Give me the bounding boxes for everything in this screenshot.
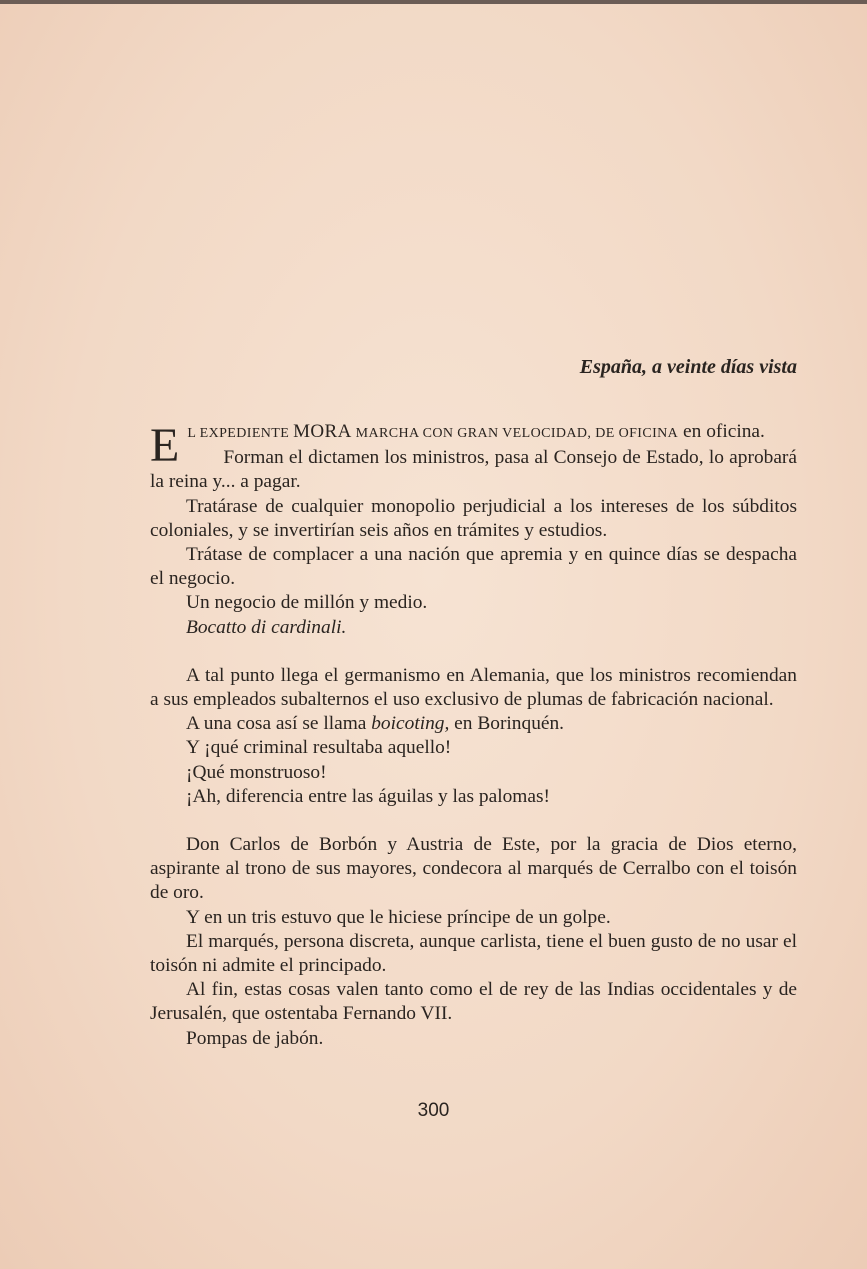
- paragraph: ¡Ah, diferencia entre las águilas y las palomas!: [186, 785, 550, 807]
- paragraph: Forman el dictamen los ministros, pasa al Consejo de Estado, lo aprobará la reina y... a pagar.: [150, 447, 797, 493]
- body-text: [150, 420, 797, 1051]
- drop-cap: E: [150, 419, 180, 472]
- paragraph: A tal punto llega el germanismo en Alemania, que los ministros recomiendan a sus empleados subalternos el uso exclusivo de plumas de fabricación nacional.: [150, 664, 797, 711]
- page-top-edge: [0, 0, 867, 4]
- italic-paragraph: Bocatto di cardinali.: [186, 616, 347, 638]
- opening-rest: en oficina.: [683, 421, 765, 442]
- paragraph: Al fin, estas cosas valen tanto como el de rey de las Indias occidentales y de Jerusalén, que ostentaba Fernando VII.: [150, 979, 797, 1025]
- paragraph: Pompas de jabón.: [186, 1027, 324, 1049]
- paragraph: El marqués, persona discreta, aunque carlista, tiene el buen gusto de no usar el toisón ni admite el principado.: [150, 930, 797, 977]
- paragraph: Y ¡qué criminal resultaba aquello!: [186, 737, 452, 759]
- paragraph: A una cosa así se llama boicoting, en Borinquén.: [186, 713, 565, 735]
- paragraph: Un negocio de millón y medio.: [186, 592, 428, 614]
- paragraph: Tratárase de cualquier monopolio perjudicial a los intereses de los súbditos coloniales, y se invertirían seis años en trámites y estudios.: [150, 495, 797, 541]
- opening-smallcaps: L EXPEDIENTE MORA MARCHA CON GRAN VELOCIDAD, DE OFICINA: [187, 421, 679, 442]
- section-gap: [150, 640, 797, 664]
- paragraph: ¡Qué monstruoso!: [186, 761, 327, 783]
- paragraph: Trátase de complacer a una nación que apremia y en quince días se despacha el negocio.: [150, 544, 797, 590]
- running-head: España, a veinte días vista: [579, 356, 797, 378]
- italic-word: boicoting,: [371, 713, 450, 735]
- paragraph: Don Carlos de Borbón y Austria de Este, por la gracia de Dios eterno, aspirante al trono de sus mayores, condecora al marqués de Cerralbo con el toisón de oro.: [150, 834, 797, 904]
- section-gap: [150, 809, 797, 833]
- page-number: 300: [417, 1100, 450, 1121]
- paragraph: Y en un tris estuvo que le hiciese príncipe de un golpe.: [186, 906, 611, 928]
